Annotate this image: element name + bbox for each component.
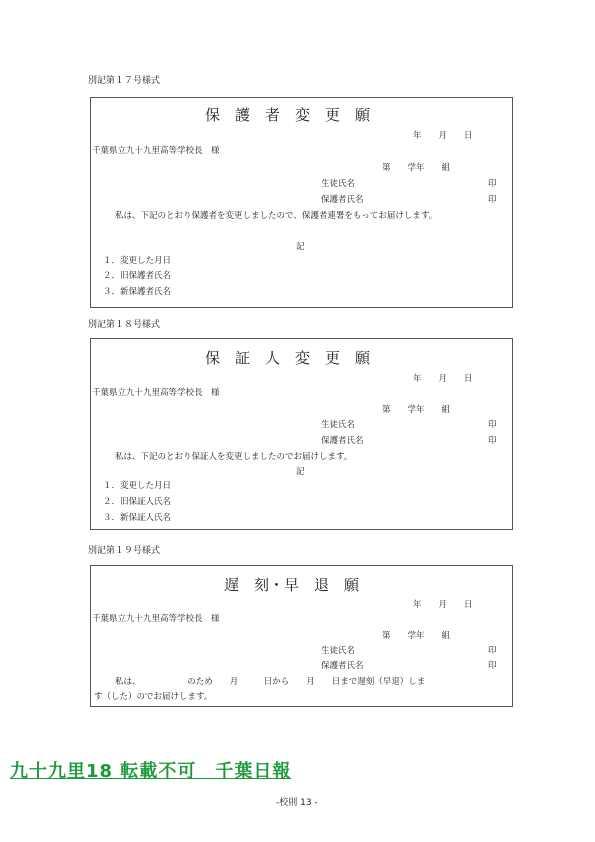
form17-item-3: ３．新保護者氏名	[103, 287, 172, 297]
form17-ki: 記	[296, 242, 305, 252]
form18-ki: 記	[296, 467, 305, 477]
form19-guardian-name-label: 保護者氏名	[321, 661, 364, 671]
form18-guardian-seal: 印	[488, 436, 497, 446]
form19-guardian-seal: 印	[488, 661, 497, 671]
form17-student-name-label: 生徒氏名	[321, 179, 356, 189]
form19-addressee: 千葉県立九十九里高等学校長 様	[92, 614, 220, 624]
form18-grade: 第 学年 組	[382, 405, 451, 415]
form19-label: 別記第１９号様式	[88, 546, 161, 556]
form17-label: 別記第１７号様式	[88, 76, 161, 86]
form18-body-text: 私は、下記のとおり保証人を変更しましたのでお届けします。	[115, 452, 353, 462]
form17-guardian-name-label: 保護者氏名	[321, 195, 364, 205]
form18-label: 別記第１８号様式	[88, 320, 161, 330]
form19-body-line-2: す（した）のでお届けします。	[94, 692, 213, 702]
form19-body-line-1: 私は、 のため 月 日から 月 日まで遅刻（早退）しま	[115, 677, 426, 687]
form17-student-seal: 印	[488, 179, 497, 189]
form19-grade: 第 学年 組	[382, 631, 451, 641]
form17-body-text: 私は、下記のとおり保護者を変更しましたので、保護者連署をもってお届けします。	[115, 211, 438, 221]
form17-item-2: ２．旧保護者氏名	[103, 271, 172, 281]
form19-student-name-label: 生徒氏名	[321, 646, 356, 656]
form18-date: 年 月 日	[413, 374, 473, 384]
form18-student-name-label: 生徒氏名	[321, 420, 356, 430]
form18-student-seal: 印	[488, 420, 497, 430]
form17-title: 保 護 者 変 更 願	[205, 106, 371, 124]
form19-student-seal: 印	[488, 646, 497, 656]
form17-guardian-seal: 印	[488, 195, 497, 205]
form18-title: 保 証 人 変 更 願	[205, 349, 371, 367]
form18-addressee: 千葉県立九十九里高等学校長 様	[92, 388, 220, 398]
page-number: -校則 13 -	[276, 798, 318, 808]
form19-title: 遅 刻・早 退 願	[224, 576, 360, 594]
reprint-prohibited-note: 九十九里18 転載不可 千葉日報	[10, 761, 292, 782]
form17-addressee: 千葉県立九十九里高等学校長 様	[92, 146, 220, 156]
form18-item-1: １．変更した月日	[103, 481, 172, 491]
form18-guardian-name-label: 保護者氏名	[321, 436, 364, 446]
form19-date: 年 月 日	[413, 600, 473, 610]
form17-grade: 第 学年 組	[382, 163, 451, 173]
form17-date: 年 月 日	[413, 131, 473, 141]
form18-item-2: ２．旧保証人氏名	[103, 497, 172, 507]
form18-item-3: ３．新保証人氏名	[103, 513, 172, 523]
form17-item-1: １．変更した月日	[103, 256, 172, 266]
